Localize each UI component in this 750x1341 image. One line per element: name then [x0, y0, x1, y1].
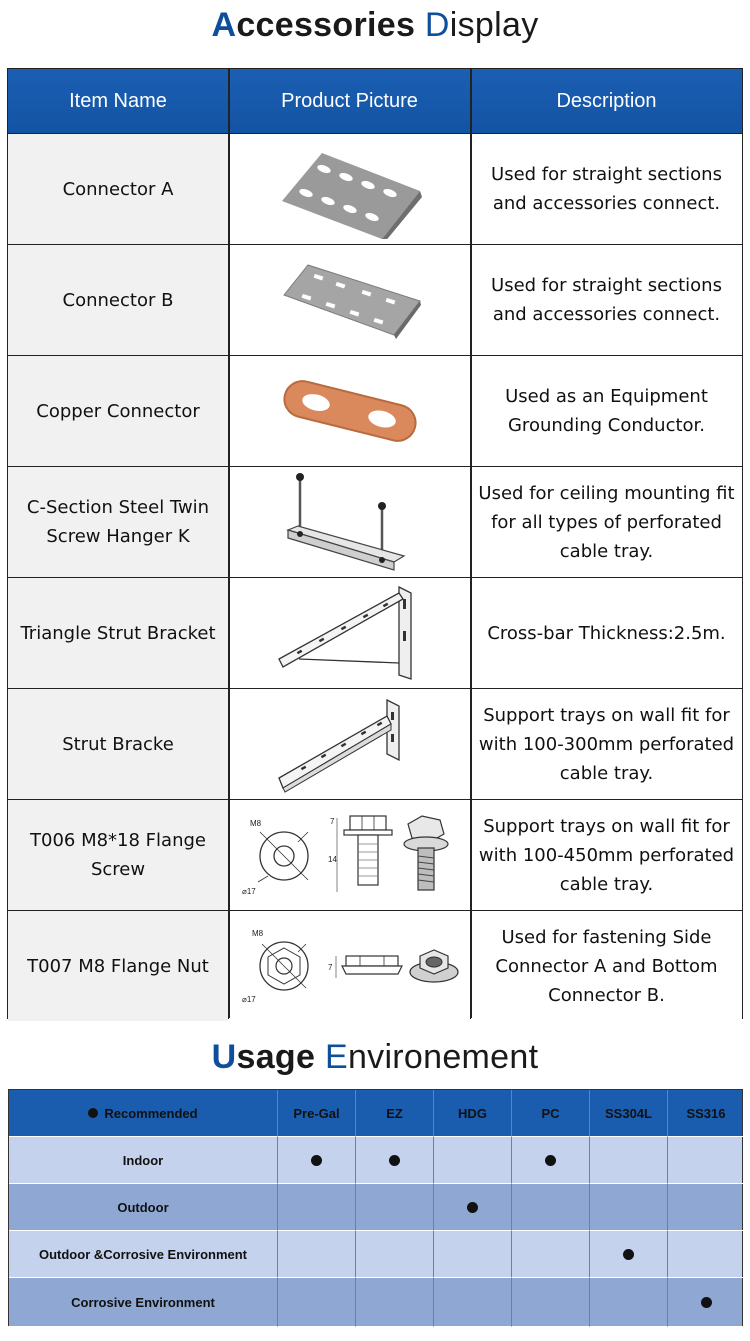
usage-cell — [668, 1184, 744, 1231]
heading-initial-a: A — [211, 6, 237, 44]
legend-cell — [9, 1090, 278, 1137]
legend-label: Recommended — [104, 1105, 198, 1121]
usage-cell — [278, 1184, 356, 1231]
item-description: Support trays on wall fit for with 100-300mm perforated cable tray. — [471, 689, 742, 799]
item-description: Cross-bar Thickness:2.5m. — [471, 578, 742, 688]
item-name: C-Section Steel Twin Screw Hanger K — [8, 467, 228, 577]
item-name: Copper Connector — [8, 356, 228, 466]
accessories-table-header — [8, 69, 742, 133]
usage-cell — [590, 1184, 668, 1231]
item-name: Triangle Strut Bracket — [8, 578, 228, 688]
drawing-label-height-7: 7 — [327, 963, 332, 972]
heading-initial-e: E — [324, 1038, 348, 1076]
usage-cell — [590, 1278, 668, 1327]
usage-cell — [356, 1184, 434, 1231]
table-row — [8, 466, 742, 577]
usage-cell — [668, 1137, 744, 1184]
usage-cell — [278, 1137, 356, 1184]
product-picture — [229, 356, 470, 466]
item-name: Connector A — [8, 134, 228, 244]
column-header-material: Pre-Gal — [278, 1090, 356, 1137]
item-description: Used for straight sections and accessories connect. — [471, 245, 742, 355]
table-row — [8, 355, 742, 466]
usage-cell — [512, 1137, 590, 1184]
environment-label: Outdoor — [9, 1184, 278, 1231]
drawing-label-diameter: ⌀17 — [241, 887, 256, 896]
table-row — [8, 133, 742, 244]
product-picture — [229, 911, 470, 1021]
usage-cell — [434, 1278, 512, 1327]
drawing-label-diameter: ⌀17 — [241, 995, 256, 1004]
item-name: Strut Bracke — [8, 689, 228, 799]
column-header-product-picture: Product Picture — [281, 89, 418, 112]
usage-cell — [278, 1231, 356, 1278]
product-picture — [229, 689, 470, 799]
recommended-dot-icon — [701, 1297, 712, 1308]
item-name: Connector B — [8, 245, 228, 355]
item-name: T006 M8*18 Flange Screw — [8, 800, 228, 910]
table-row — [9, 1137, 742, 1184]
usage-cell — [356, 1231, 434, 1278]
product-picture — [229, 578, 470, 688]
column-header-material: SS304L — [590, 1090, 668, 1137]
usage-cell — [356, 1278, 434, 1327]
flange-nut-drawing-icon — [238, 926, 462, 1006]
item-name: T007 M8 Flange Nut — [8, 911, 228, 1021]
connector-b-plate-icon — [270, 255, 430, 345]
recommended-dot-icon — [545, 1155, 556, 1166]
column-divider — [228, 69, 230, 1018]
recommended-dot-icon — [88, 1108, 98, 1118]
heading-initial-d: D — [424, 6, 450, 44]
product-picture — [229, 134, 470, 244]
drawing-label-height-7: 7 — [329, 817, 334, 826]
item-description: Support trays on wall fit for with 100-450mm perforated cable tray. — [471, 800, 742, 910]
product-picture — [229, 245, 470, 355]
triangle-strut-bracket-icon — [275, 583, 425, 683]
usage-cell — [668, 1278, 744, 1327]
recommended-dot-icon — [623, 1249, 634, 1260]
heading-word-ccessories: ccessories — [236, 6, 425, 44]
item-description: Used as an Equipment Grounding Conductor. — [471, 356, 742, 466]
drawing-label-length-14: 14 — [327, 855, 337, 864]
accessories-display-heading — [0, 6, 750, 45]
table-row — [9, 1231, 742, 1278]
strut-bracket-icon — [275, 694, 425, 794]
table-row — [8, 910, 742, 1021]
usage-cell — [278, 1278, 356, 1327]
table-row — [9, 1184, 742, 1231]
table-row — [9, 1278, 742, 1327]
heading-word-sage: sage — [236, 1038, 325, 1076]
product-picture — [229, 467, 470, 577]
accessories-table — [7, 68, 743, 1019]
table-row — [8, 577, 742, 688]
heading-word-isplay: isplay — [449, 6, 539, 44]
usage-cell — [590, 1231, 668, 1278]
usage-environment-table — [8, 1089, 743, 1326]
column-header-item-name: Item Name — [69, 89, 167, 112]
column-header-material: EZ — [356, 1090, 434, 1137]
connector-a-plate-icon — [270, 139, 430, 239]
twin-screw-hanger-icon — [280, 470, 420, 574]
usage-cell — [434, 1184, 512, 1231]
item-description: Used for ceiling mounting fit for all types of perforated cable tray. — [471, 467, 742, 577]
usage-cell — [434, 1137, 512, 1184]
column-header-material: SS316 — [668, 1090, 744, 1137]
table-row — [8, 244, 742, 355]
column-header-material: HDG — [434, 1090, 512, 1137]
flange-screw-drawing-icon — [238, 810, 462, 900]
column-header-material: PC — [512, 1090, 590, 1137]
environment-label: Outdoor &Corrosive Environment — [9, 1231, 278, 1278]
usage-cell — [512, 1278, 590, 1327]
usage-cell — [668, 1231, 744, 1278]
item-description: Used for straight sections and accessories connect. — [471, 134, 742, 244]
usage-cell — [512, 1184, 590, 1231]
usage-table-header — [9, 1090, 742, 1137]
usage-cell — [356, 1137, 434, 1184]
heading-word-nvironement: nvironement — [347, 1038, 539, 1076]
usage-cell — [590, 1137, 668, 1184]
environment-label: Indoor — [9, 1137, 278, 1184]
drawing-label-m8: M8 — [249, 819, 261, 828]
table-row — [8, 688, 742, 799]
recommended-dot-icon — [389, 1155, 400, 1166]
item-description: Used for fastening Side Connector A and Bottom Connector B. — [471, 911, 742, 1021]
copper-connector-icon — [275, 371, 425, 451]
usage-environment-heading — [0, 1038, 750, 1077]
drawing-label-m8: M8 — [251, 929, 263, 938]
heading-initial-u: U — [211, 1038, 237, 1076]
column-header-description: Description — [556, 89, 657, 112]
environment-label: Corrosive Environment — [9, 1278, 278, 1327]
product-picture — [229, 800, 470, 910]
column-divider — [470, 69, 472, 1018]
usage-cell — [434, 1231, 512, 1278]
usage-cell — [512, 1231, 590, 1278]
recommended-dot-icon — [311, 1155, 322, 1166]
table-row — [8, 799, 742, 910]
recommended-dot-icon — [467, 1202, 478, 1213]
